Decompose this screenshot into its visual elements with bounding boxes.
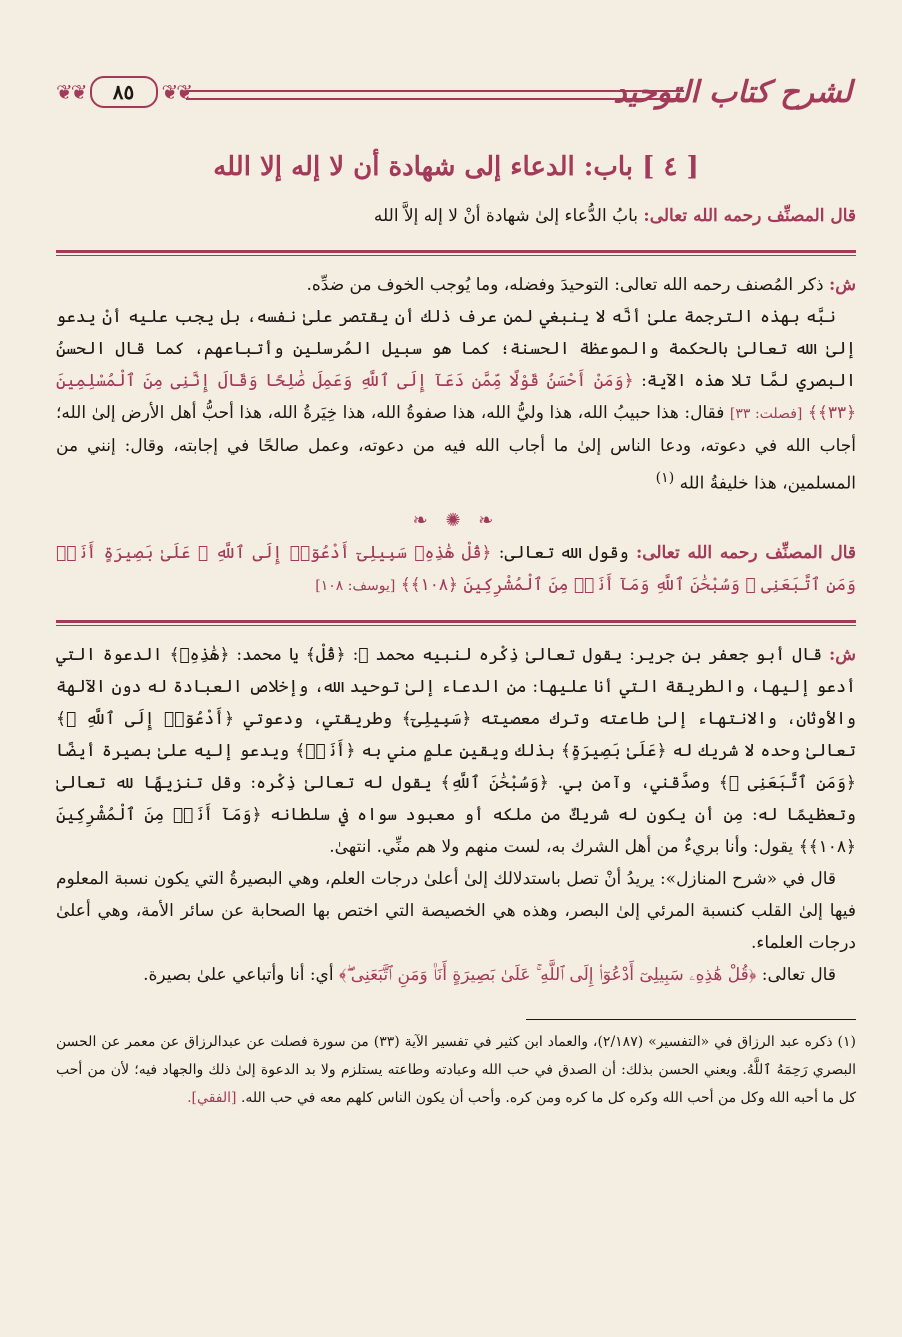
commentary-2-paragraph-3 xyxy=(56,959,856,991)
ornament-divider-icon: ❧ ✺ ❧ xyxy=(412,509,500,531)
author-statement-2 xyxy=(56,537,856,602)
commentary-1-paragraph-2 xyxy=(56,301,856,500)
commentary-text: فقال: هذا حبيبُ الله، هذا وليُّ الله، هذا صفوةُ الله، هذا خِيَرةُ الله، هذا أحبُّ أهل الأرض إلىٰ الله؛ أجاب الله في دعوته، ودعا الناس إلىٰ ما أجاب الله فيه من دعوته، وعمل صالحًا في إجابته، وقال: إنني من المسلمين، هذا خليفةُ الله xyxy=(56,403,856,494)
section-divider-1 xyxy=(56,250,856,253)
footnote-1 xyxy=(56,1028,856,1112)
page-header xyxy=(56,60,856,124)
commentary-2-paragraph-2: قال في «شرح المنازل»: يريدُ أنْ تصل باستدلالك إلىٰ أعلىٰ درجات العلم، وهي البصيرةُ التي يكون نسبة المعلوم فيها إلىٰ القلب كنسبة المرئي إلىٰ البصر، وهذه هي الخصيصة التي اختص بها الصحابة عن سائر الأمة، وهي أعلىٰ درجات العلماء. xyxy=(56,868,856,953)
footnote-signature: [الفقي]. xyxy=(187,1089,237,1106)
commentary-text: ذكر المُصنف رحمه الله تعالى: التوحيدَ وفضله، وما يُوجب الخوف من ضدِّه. xyxy=(306,275,824,295)
chapter-title: [ ٤ ] باب: الدعاء إلى شهادة أن لا إله إلا الله xyxy=(213,152,699,182)
running-book-title: لشرح كتاب التوحيد xyxy=(613,74,852,110)
left-flourish-icon: ❦❦ xyxy=(56,80,86,104)
author-statement-1 xyxy=(56,200,856,232)
verse-reference: [يوسف: ١٠٨] xyxy=(315,577,396,594)
footnote-text: (١) ذكره عبد الرزاق في «التفسير» (٢/١٨٧)، والعماد ابن كثير في تفسير الآية (٣٣) من سورة فصلت عن عبدالرزاق عن معمر عن الحسن البصري رَحِمَهُ ٱللَّهُ. ويعني الحسن بذلك: أن الصدق في حب الله وعبادته وطاعته يستلزم ولا بد الدعوة إلىٰ ذلك والجهاد فيه؛ لأن من أحب كل ما أحبه الله وكل من أحب الله وكره كل ما كره ومن كره. وأحب أن يكون الناس كلهم معه في حب الله. xyxy=(56,1033,856,1106)
commentary-text: قال أبو جعفر بن جرير: يقول تعالىٰ ذِكْره لنبيه محمد ﷺ: ﴿قُلْ﴾ يا محمد: ﴿هَٰذِهِۦ﴾ الدعوة التي أدعو إليها، والطريقة التي أنا عليها: من الدعاء إلىٰ توحيد الله، وإخلاص العبادة له دون الآلهة والأوثان، والانتهاء إلىٰ طاعته وترك معصيته ﴿سَبِيلِىٓ﴾ وطريقتي، ودعوتي ﴿أَدْعُوٓا۟ إِلَى ٱللَّهِ ۚ﴾ تعالىٰ وحده لا شريك له ﴿عَلَىٰ بَصِيرَةٍ﴾ بذلك ويقينِ علمٍ مني به ﴿أَنَا۠﴾ ويدعو إليه علىٰ بصيرة أيضًا ﴿وَمَنِ ٱتَّبَعَنِى ۖ﴾ وصدَّقني، وآمن بي. ﴿وَسُبْحَٰنَ ٱللَّهِ﴾ يقول له تعالىٰ ذِكْره: وقل تنزيهًا لله تعالىٰ وتعظيمًا له: مِن أن يكون له شريكٌ من ملكه أو معبود سواه في سلطانه ﴿وَمَآ أَنَا۠ مِنَ ٱلْمُشْرِكِينَ ﴿١٠٨﴾﴾ يقول: وأنا بريءٌ من أهل الشرك به، لست منهم ولا هم منِّي. انتهىٰ. xyxy=(56,644,856,857)
author-label: قال المصنِّف رحمه الله تعالى: xyxy=(635,542,857,563)
right-flourish-icon: ❦❦ xyxy=(161,80,192,104)
header-rule xyxy=(186,90,684,100)
page-number-ornament xyxy=(56,76,191,108)
quran-verse: ﴿قُلْ هَٰذِهِۦ سَبِيلِىٓ أَدْعُوٓا۟ إِلَى ٱللَّهِ ۚ عَلَىٰ بَصِيرَةٍ أَنَا۠ وَمَنِ ٱتَّبَعَنِى ۖ وَسُبْحَٰنَ ٱللَّهِ وَمَآ أَنَا۠ مِنَ ٱلْمُشْرِكِينَ ﴿١٠٨﴾﴾ xyxy=(56,542,856,595)
commentary-label: ش: xyxy=(828,275,856,295)
commentary-text: أي: أنا وأتباعي علىٰ بصيرة. xyxy=(143,964,334,985)
quran-verse: ﴿وَمَنْ أَحْسَنُ قَوْلًا مِّمَّن دَعَآ إِلَى ٱللَّهِ وَعَمِلَ صَٰلِحًا وَقَالَ إِنَّنِى مِنَ ٱلْمُسْلِمِينَ ﴿٣٣﴾﴾ xyxy=(56,371,857,423)
footnote-mark[interactable]: (١) xyxy=(655,470,675,486)
commentary-1-paragraph-1 xyxy=(56,269,856,301)
book-page xyxy=(56,60,856,1290)
commentary-text: نبَّه بهذه الترجمة علىٰ أنَّه لا ينبغي لمن عرف ذلك أن يقتصر علىٰ نفسه، بل يجب عليه أنْ يدعو إلىٰ الله تعالىٰ بالحكمة والموعظة الحسنة؛ كما هو سبيل المُرسلين وأتباعهم، كما قال الحسنُ البصري لمَّا تلا هذه الآية: xyxy=(56,307,857,391)
footnote-rule xyxy=(526,1019,856,1020)
author-text: وقول الله تعالى: xyxy=(498,542,629,563)
section-divider-2 xyxy=(56,620,856,623)
page-number: ٨٥ xyxy=(90,76,158,108)
commentary-text: قال تعالى: xyxy=(761,964,836,985)
commentary-label: ش: xyxy=(828,644,857,665)
commentary-2-paragraph-1 xyxy=(56,639,856,863)
verse-reference: [فصلت: ٣٣] xyxy=(729,406,803,422)
author-text: بابُ الدُّعاء إلىٰ شهادة أنْ لا إله إلاَّ الله xyxy=(373,206,639,226)
quran-verse: ﴿قُلْ هَٰذِهِۦ سَبِيلِىٓ أَدْعُوٓا۟ إِلَى ٱللَّهِ ۚ عَلَىٰ بَصِيرَةٍ أَنَا۠ وَمَنِ ٱتَّبَعَنِى ۖ﴾ xyxy=(339,964,757,985)
author-label: قال المصنِّف رحمه الله تعالى: xyxy=(643,206,856,226)
